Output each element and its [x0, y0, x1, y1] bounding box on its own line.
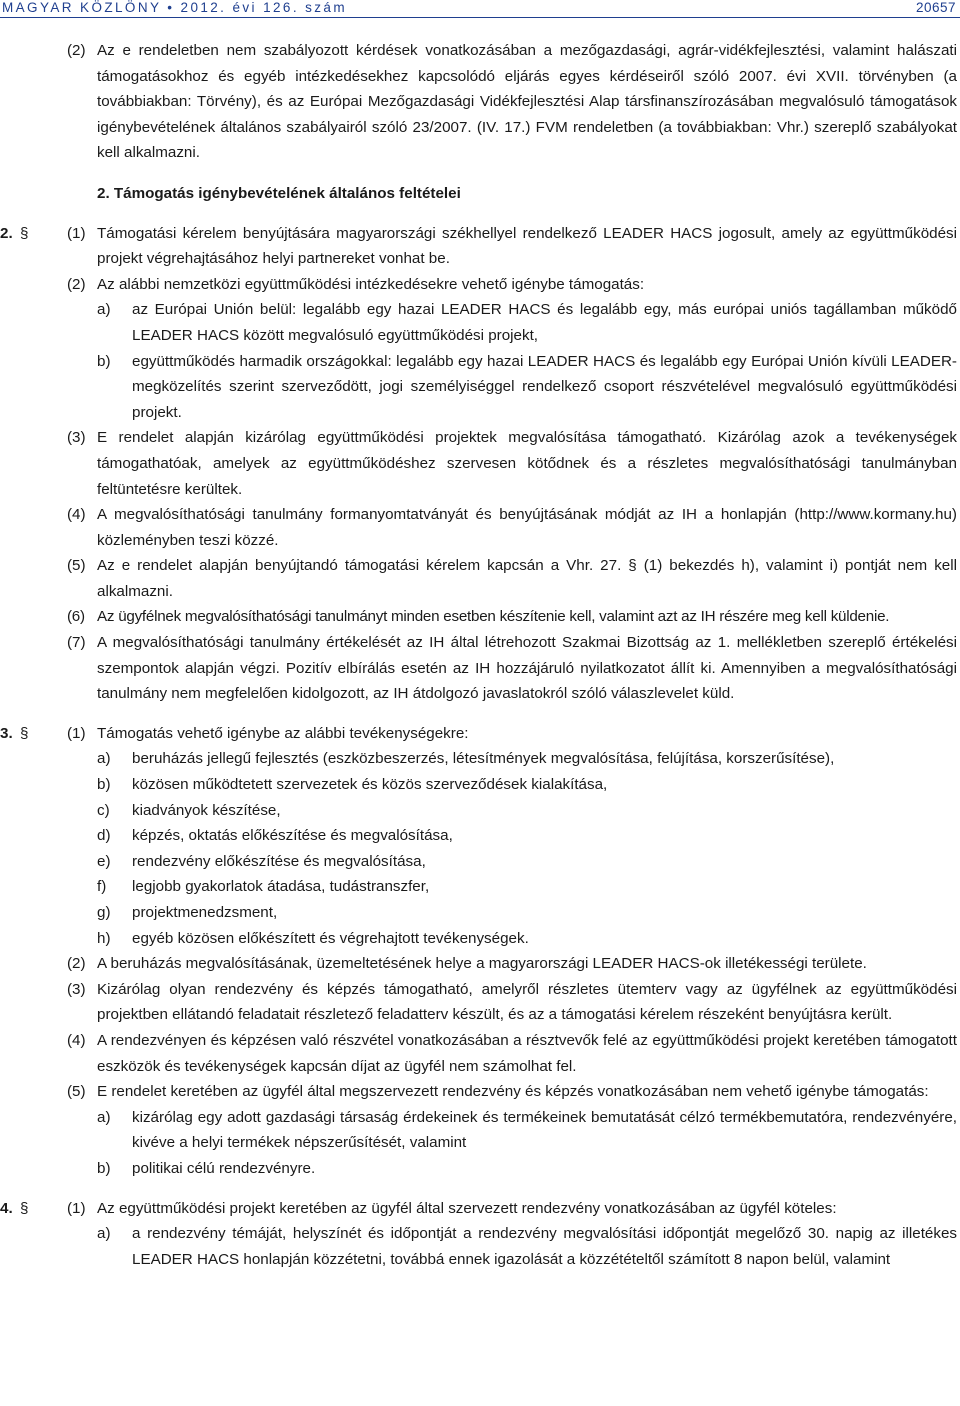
- list-item: [0, 772, 960, 798]
- paragraph-text: A rendezvényen és képzésen való részvétel vonatkozásában a résztvevők felé az együttműködési projekt keretében támogatott eszközök és tevékenységek kapcsán díjat az ügyfél nem számolhat fel.: [97, 1031, 957, 1075]
- paragraph-text: Az e rendeletben nem szabályozott kérdések vonatkozásában a mezőgazdasági, agrár-vidékfejlesztési, valamint halászati támogatásokhoz és egyéb intézkedésekhez kapcsolódó eljárás egyes kérdéseiről szóló 2007. évi XVII. törvényben (a továbbiakban: Törvény), és az Európai Mezőgazdasági Vidékfejlesztési Alap társfinanszírozásában megvalósuló támogatások igénybevételének általános szabályairól szóló 23/2007. (IV. 17.) FVM rendeletben (a továbbiakban: Vhr.) szereplő szabályokat kell alkalmazni.: [97, 42, 957, 162]
- list-item-text: egyéb közösen előkészített és végrehajtott tevékenységek.: [132, 929, 529, 947]
- list-item-text: politikai célú rendezvényre.: [132, 1159, 316, 1177]
- list-item-text: beruházás jellegű fejlesztés (eszközbeszerzés, létesítmények megvalósítása, felújítása, korszerűsítése),: [132, 750, 835, 768]
- list-item-letter: g): [97, 904, 111, 921]
- list-item: [0, 746, 960, 772]
- paragraph: [0, 977, 960, 1028]
- list-item: [0, 823, 960, 849]
- list-item: [0, 798, 960, 824]
- page-number: 20657: [915, 0, 956, 15]
- list-item: [0, 849, 960, 875]
- paragraph-number: (5): [67, 1083, 86, 1101]
- list-item-letter: d): [97, 827, 111, 845]
- list-item: [0, 297, 960, 348]
- list-item-letter: b): [97, 352, 111, 370]
- paragraph-text: E rendelet alapján kizárólag együttműködési projektek megvalósítása támogatható. Kizárólag azok a tevékenységek támogathatóak, amelyek az együttműködéshez szervesen kötődnek és a részletes megvalósíthatósági tanulmányban feltüntetésre kerültek.: [97, 429, 957, 498]
- list-item: [0, 926, 960, 952]
- paragraph-text: A beruházás megvalósításának, üzemeltetésének helye a magyarországi LEADER HACS-ok illetékességi területe.: [97, 955, 867, 973]
- list-item-letter: h): [97, 929, 111, 947]
- list-item-letter: e): [97, 852, 111, 870]
- section-4: [0, 1196, 960, 1273]
- section-symbol: §: [20, 1199, 29, 1217]
- list-item-text: közösen működtetett szervezetek és közös szerveződések kialakítása,: [132, 776, 608, 794]
- paragraph-number: (7): [67, 634, 86, 652]
- paragraph: [0, 721, 960, 747]
- paragraph-number: (1): [67, 724, 86, 742]
- list-item-letter: f): [97, 878, 107, 896]
- list-item: [0, 1105, 960, 1156]
- paragraph-number: (1): [67, 224, 86, 242]
- paragraph: [0, 425, 960, 502]
- chapter-heading: 2. Támogatás igénybevételének általános feltételei: [97, 184, 461, 202]
- paragraph-number: (3): [67, 429, 86, 447]
- list-item-text: rendezvény előkészítése és megvalósítása,: [132, 852, 426, 870]
- list-item-text: a rendezvény témáját, helyszínét és időpontját a rendezvény megvalósítási időpontját megelőző 30. napig az illetékes LEADER HACS honlapján közzétetni, továbbá ennek igazolását a közzétételtől számított 8 napon belül, valamint: [132, 1225, 957, 1268]
- paragraph-text: Az alábbi nemzetközi együttműködési intézkedésekre vehető igénybe támogatás:: [97, 275, 645, 293]
- paragraph-number: (5): [67, 557, 86, 575]
- list-item-letter: a): [97, 1108, 111, 1126]
- paragraph-number: (2): [67, 42, 86, 59]
- list-item-text: projektmenedzsment,: [132, 904, 278, 921]
- paragraph-text: E rendelet keretében az ügyfél által megszervezett rendezvény és képzés vonatkozásában nem vehető igénybe támogatás:: [97, 1083, 929, 1101]
- list-item-letter: b): [97, 1159, 111, 1177]
- paragraph-text: Támogatási kérelem benyújtására magyarországi székhellyel rendelkező LEADER HACS jogosult, amely az együttműködési projekt végrehajtásához helyi partnereket vonhat be.: [97, 224, 957, 268]
- list-item-letter: a): [97, 301, 111, 319]
- paragraph: [0, 1196, 960, 1222]
- paragraph: [0, 553, 960, 604]
- paragraph: [0, 604, 960, 630]
- paragraph-number: (4): [67, 506, 86, 524]
- paragraph-text: Az együttműködési projekt keretében az ügyfél által szervezett rendezvény vonatkozásában az ügyfél köteles:: [97, 1199, 837, 1217]
- section-2: [0, 221, 960, 707]
- list-item: [0, 900, 960, 926]
- list-item-text: együttműködés harmadik országokkal: legalább egy hazai LEADER HACS és legalább egy Európai Unión kívüli LEADER-megközelítés szerint szerveződött, jogi személyiséggel rendelkező csoport részvételével megvalósuló együttműködési projekt.: [132, 352, 957, 421]
- list-item-letter: b): [97, 776, 111, 794]
- section-symbol: §: [20, 224, 29, 242]
- section-number: 4.: [0, 1199, 13, 1217]
- list-item: [0, 349, 960, 426]
- paragraph-number: (1): [67, 1199, 86, 1217]
- list-item-text: legjobb gyakorlatok átadása, tudástranszfer,: [132, 878, 430, 896]
- paragraph-number: (3): [67, 980, 86, 998]
- section-3: [0, 721, 960, 1182]
- paragraph-text: Kizárólag olyan rendezvény és képzés támogatható, amelyről részletes ütemterv vagy az ügyfélnek az együttműködési projektben ellátandó feladatait részletező feladatterv készült, és az a támogatási kérelem részeként benyújtásra került.: [97, 980, 957, 1024]
- list-item: [0, 1156, 960, 1182]
- paragraph: [0, 502, 960, 553]
- paragraph-text: Az e rendelet alapján benyújtandó támogatási kérelem kapcsán a Vhr. 27. § (1) bekezdés h), valamint i) pontját nem kell alkalmazni.: [97, 557, 957, 600]
- paragraph-number: (2): [67, 275, 86, 293]
- paragraph-text: Az ügyfélnek megvalósíthatósági tanulmányt minden esetben készítenie kell, valamint azt az IH részére meg kell küldenie.: [97, 608, 890, 626]
- paragraph-text: A megvalósíthatósági tanulmány értékelését az IH által létrehozott Szakmai Bizottság az 1. mellékletben szereplő értékelési szempontok alapján végzi. Pozitív elbírálás esetén az IH hozzájáruló nyilatkozatot állít ki. Amennyiben a megvalósíthatósági tanulmány nem megfelelően kidolgozott, az IH átdolgozó javaslatokról szóló válaszlevelet küld.: [97, 634, 957, 703]
- section-number: 2.: [0, 224, 13, 242]
- paragraph: [0, 272, 960, 298]
- journal-title: MAGYAR KÖZLÖNY • 2012. évi 126. szám: [2, 0, 347, 15]
- list-item-letter: c): [97, 801, 110, 819]
- section-symbol: §: [20, 724, 29, 742]
- paragraph-number: (6): [67, 608, 85, 626]
- list-item-letter: a): [97, 750, 111, 768]
- paragraph-number: (4): [67, 1031, 86, 1049]
- list-item-text: kiadványok készítése,: [132, 801, 281, 819]
- list-item-text: kizárólag egy adott gazdasági társaság érdekeinek és termékeinek bemutatását célzó termékbemutatóra, rendezvényére, kivéve a helyi termékek népszerűsítését, valamint: [132, 1108, 957, 1152]
- paragraph: [0, 221, 960, 272]
- list-item: [0, 874, 960, 900]
- paragraph-number: (2): [67, 955, 86, 973]
- list-item-text: képzés, oktatás előkészítése és megvalósítása,: [132, 827, 453, 845]
- intro-paragraph: [0, 38, 960, 166]
- list-item-text: az Európai Unión belül: legalább egy hazai LEADER HACS és legalább egy, más európai uniós tagállamban működő LEADER HACS között megvalósuló együttműködési projekt,: [132, 301, 957, 344]
- paragraph: [0, 1079, 960, 1105]
- list-item: [0, 1221, 960, 1272]
- paragraph: [0, 951, 960, 977]
- list-item-letter: a): [97, 1225, 111, 1243]
- paragraph-text: Támogatás vehető igénybe az alábbi tevékenységekre:: [97, 724, 469, 742]
- paragraph: [0, 1028, 960, 1079]
- header-divider: [0, 17, 960, 18]
- document-body: [0, 38, 960, 1272]
- paragraph-text: A megvalósíthatósági tanulmány formanyomtatványát és benyújtásának módját az IH a honlapján (http://www.kormany.hu) közleményben teszi közzé.: [97, 506, 957, 549]
- page-header: [0, 0, 960, 16]
- paragraph: [0, 630, 960, 707]
- section-number: 3.: [0, 724, 13, 742]
